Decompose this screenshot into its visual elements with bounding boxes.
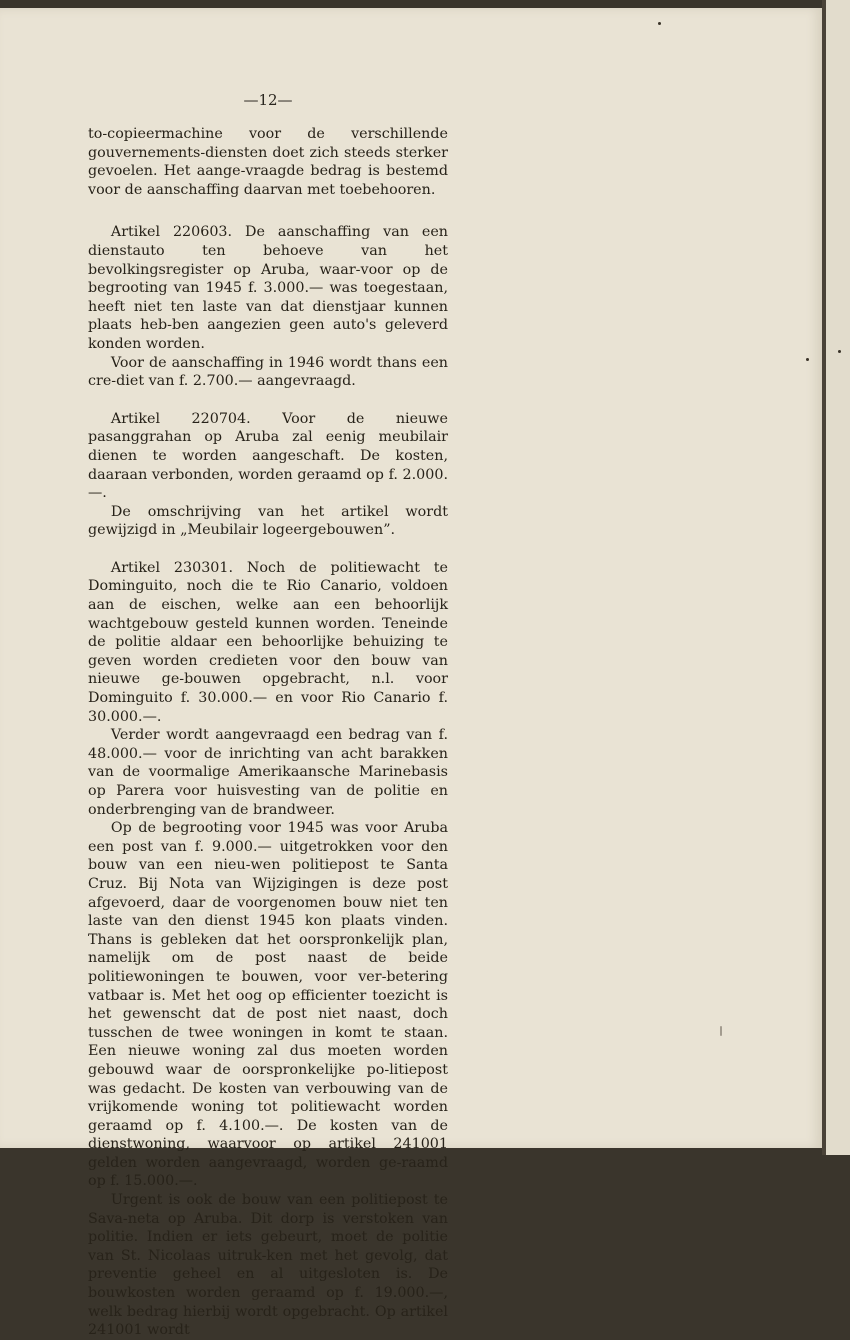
page-gutter	[822, 0, 826, 1155]
paragraph: Verder wordt aangevraagd een bedrag van f. 48.000.— voor de inrichting van acht barakken van de voormalige Amerikaansche Marinebasis op Parera voor huisvesting van de politie en onderbrenging van de brandweer.	[88, 727, 448, 818]
paragraph-artikel-220704: Artikel 220704. Voor de nieuwe pasanggrahan op Aruba zal eenig meubilair dienen te worden aangeschaft. De kosten, daaraan verbonden, worden geraamd op f. 2.000.—.	[88, 410, 448, 502]
adjacent-page	[826, 0, 850, 1155]
paragraph: Urgent is ook de bouw van een politiepost te Sava-neta op Aruba. Dit dorp is verstoken van politie. Indien er iets gebeurt, moet de politie van St. Nicolaas uitruk-ken met het gevolg, dat preventie geheel en al uitgesloten is. De bouwkosten worden geraamd op f. 19.000.—, welk bedrag hierbij wordt opgebracht. Op artikel 241001 wordt	[88, 1192, 448, 1339]
paragraph: to-copieermachine voor de verschillende gouvernements-diensten doet zich steeds sterker gevoelen. Het aange-vraagde bedrag is bestemd voor de aanschaffing daarvan met toebehooren.	[88, 126, 448, 198]
paragraph: De omschrijving van het artikel wordt gewijzigd in „Meubilair logeergebouwen”.	[88, 503, 448, 539]
page-number: —12—	[243, 91, 293, 109]
paper-speck	[720, 1026, 722, 1036]
paragraph-artikel-230301: Artikel 230301. Noch de politiewacht te Dominguito, noch die te Rio Canario, voldoen aan de eischen, welke aan een behoorlijk wachtgebouw gesteld kunnen worden. Teneinde de politie aldaar een behoorlijke behuizing te geven worden credieten voor den bouw van nieuwe ge-bouwen opgebracht, n.l. voor Dominguito f. 30.000.— en voor Rio Canario f. 30.000.—.	[88, 559, 448, 725]
paragraph: Voor de aanschaffing in 1946 wordt thans een cre-diet van f. 2.700.— aangevraagd.	[88, 354, 448, 390]
paragraph: Op de begrooting voor 1945 was voor Aruba een post van f. 9.000.— uitgetrokken voor den bouw van een nieu-wen politiepost te Santa Cruz. Bij Nota van Wijzigingen is deze post afgevoerd, daar de voorgenomen bouw niet ten laste van den dienst 1945 kon plaats vinden. Thans is gebleken dat het oorspronkelijk plan, namelijk om de post naast de beide politiewoningen te bouwen, voor ver-betering vatbaar is. Met het oog op efficienter toezicht is het gewenscht dat de post niet naast, doch tusschen de twee woningen in komt te staan. Een nieuwe woning zal dus moeten worden gebouwd waar de oorspronkelijke po-litiepost was gedacht. De kosten van verbouwing van de vrijkomende woning tot politiewacht worden geraamd op f. 4.100.—. De kosten van de dienstwoning, waarvoor op artikel 241001 gelden worden aangevraagd, worden ge-raamd op f. 15.000.—.	[88, 820, 448, 1190]
body-text	[88, 125, 448, 1340]
paragraph-artikel-220603: Artikel 220603. De aanschaffing van een dienstauto ten behoeve van het bevolkingsregister op Aruba, waar-voor op de begrooting van 1945 f. 3.000.— was toegestaan, heeft niet ten laste van dat dienstjaar kunnen plaats heb-ben aangezien geen auto's geleverd konden worden.	[88, 224, 448, 352]
paper-speck	[658, 22, 661, 25]
paper-speck	[806, 358, 809, 361]
back-page-speck	[838, 350, 841, 353]
